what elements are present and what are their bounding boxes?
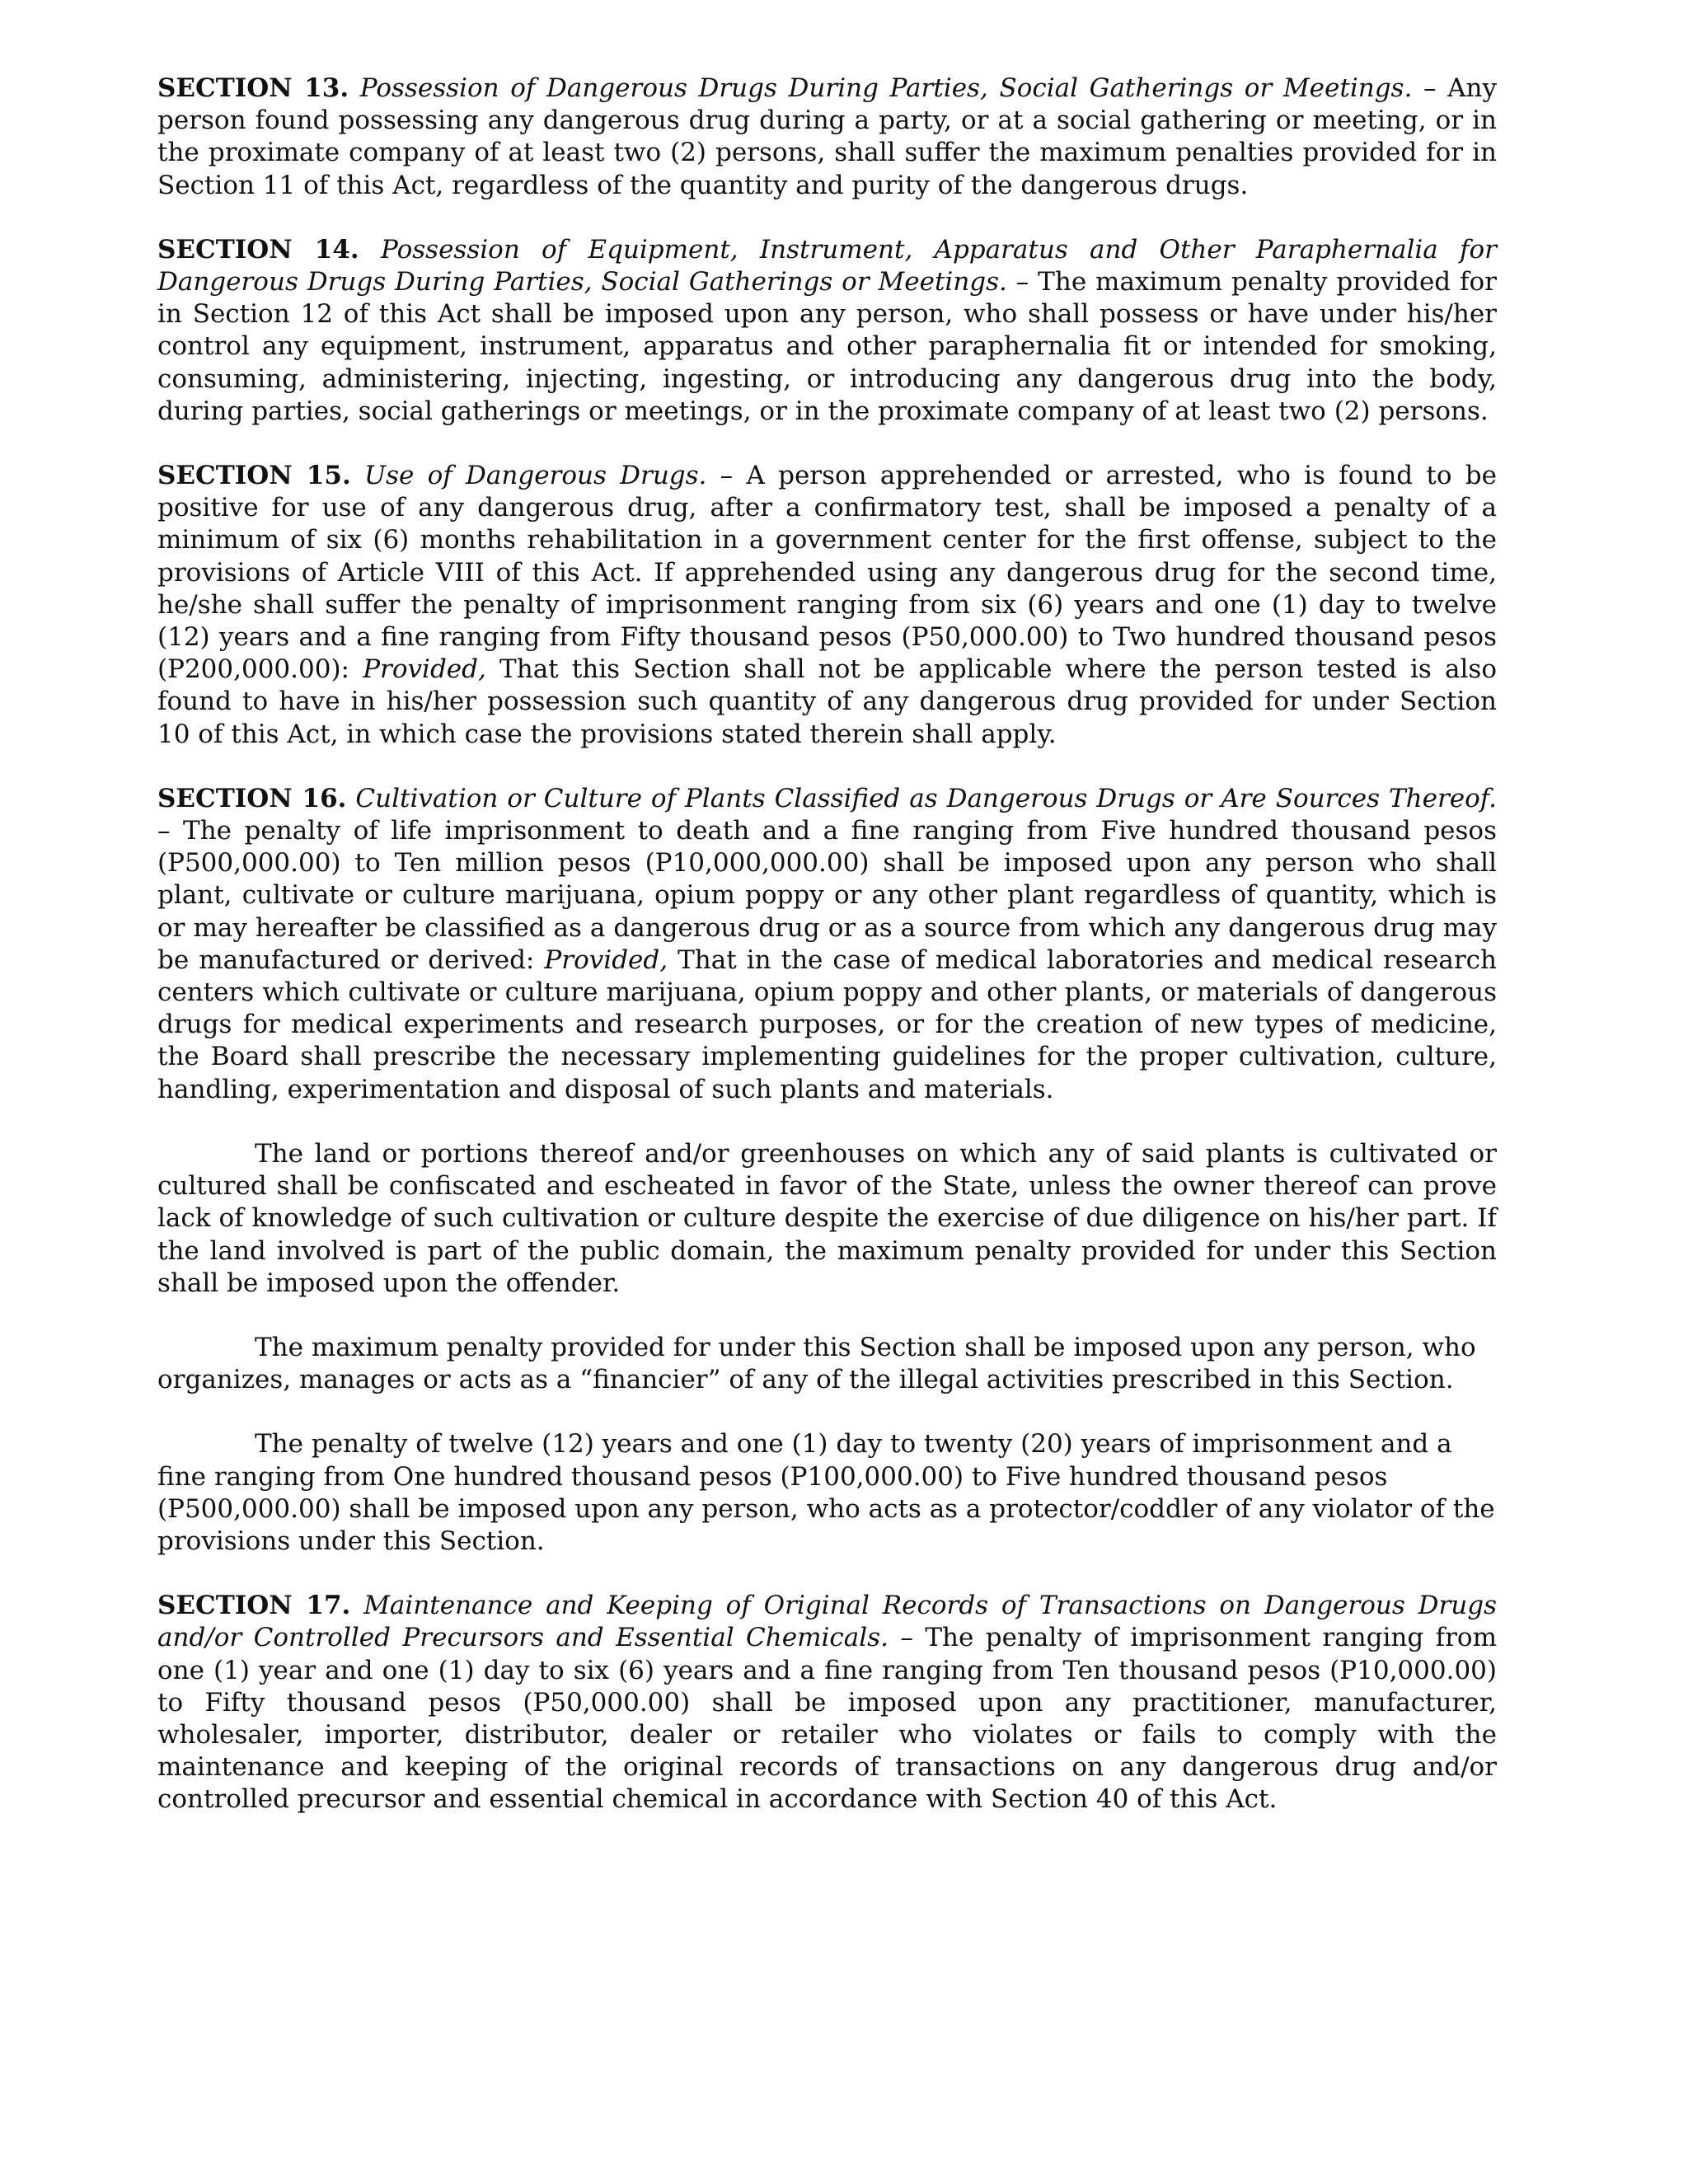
- section-text: – Any person found possessing any dangerous drug during a party, or at a social gathering or meeting, or in the proximate company of at least two (2) persons, shall suffer the maximum penalties provided for in Section 11 of this Act, regardless of the quantity and purity of the dangerous drugs.: [157, 73, 1497, 200]
- section-title: Possession of Dangerous Drugs During Parties, Social Gatherings or Meetings.: [359, 73, 1413, 103]
- section-17: [157, 1590, 1497, 1816]
- section-label: SECTION 16.: [157, 783, 347, 813]
- section-15: [157, 460, 1497, 751]
- section-13: [157, 73, 1497, 202]
- section-text: – The maximum penalty provided for in Section 12 of this Act shall be imposed upon any person, who shall possess or have under his/her control any equipment, instrument, apparatus and other paraphernalia fit or intended for smoking, consuming, administering, injecting, ingesting, or introducing any dangerous drug into the body, during parties, social gatherings or meetings, or in the proximate company of at least two (2) persons.: [157, 267, 1497, 426]
- proviso-label: Provided,: [363, 654, 486, 685]
- section-label: SECTION 14.: [157, 234, 359, 265]
- section-16: [157, 783, 1497, 1106]
- section-16-paragraph-protector: The penalty of twelve (12) years and one (1) day to twenty (20) years of imprisonment and a fine ranging from One hundred thousand pesos (P100,000.00) to Five hundred thousand pesos (P500,000.00) shall be imposed upon any person, who acts as a protector/coddler of any violator of the provisions under this Section.: [157, 1429, 1495, 1556]
- section-label: SECTION 17.: [157, 1591, 351, 1621]
- section-text-continued: That this Section shall not be applicable where the person tested is also found to have in his/her possession such quantity of any dangerous drug provided for under Section 10 of this Act, in which case the provisions stated therein shall apply.: [157, 654, 1498, 749]
- section-text: – The penalty of imprisonment ranging from one (1) year and one (1) day to six (6) years and a fine ranging from Ten thousand pesos (P10,000.00) to Fifty thousand pesos (P50,000.00) shall be imposed upon any practitioner, manufacturer, wholesaler, importer, distributor, dealer or retailer who violates or fails to comply with the maintenance and keeping of the original records of transactions on any dangerous drug and/or controlled precursor and essential chemical in accordance with Section 40 of this Act.: [157, 1623, 1497, 1815]
- section-title: Possession of Equipment, Instrument, Apparatus and Other Paraphernalia for Dangerous Drugs During Parties, Social Gatherings or Meetings.: [157, 234, 1497, 298]
- section-text: – A person apprehended or arrested, who is found to be positive for use of any dangerous drug, after a confirmatory test, shall be imposed a penalty of a minimum of six (6) months rehabilitation in a government center for the first offense, subject to the provisions of Article VIII of this Act. If apprehended using any dangerous drug for the second time, he/she shall suffer the penalty of imprisonment ranging from six (6) years and one (1) day to twelve (12) years and a fine ranging from Fifty thousand pesos (P50,000.00) to Two hundred thousand pesos (P200,000.00):: [157, 461, 1497, 685]
- section-text-continued: That in the case of medical laboratories and medical research centers which cultivate or culture marijuana, opium poppy and other plants, or materials of dangerous drugs for medical experiments and research purposes, or for the creation of new types of medicine, the Board shall prescribe the necessary implementing guidelines for the proper cultivation, culture, handling, experimentation and disposal of such plants and materials.: [157, 944, 1497, 1104]
- section-title: Cultivation or Culture of Plants Classified as Dangerous Drugs or Are Sources Thereof.: [355, 783, 1498, 813]
- section-title: Maintenance and Keeping of Original Records of Transactions on Dangerous Drugs and/or Controlled Precursors and Essential Chemicals.: [157, 1591, 1497, 1653]
- section-text: – The penalty of life imprisonment to death and a fine ranging from Five hundred thousand pesos (P500,000.00) to Ten million pesos (P10,000,000.00) shall be imposed upon any person who shall plant, cultivate or culture marijuana, opium poppy or any other plant regardless of quantity, which is or may hereafter be classified as a dangerous drug or as a source from which any dangerous drug may be manufactured or derived:: [157, 816, 1497, 975]
- proviso-label: Provided,: [544, 944, 668, 975]
- section-14: [157, 234, 1497, 428]
- section-16-paragraph-financier: The maximum penalty provided for under this Section shall be imposed upon any person, who organizes, manages or acts as a “financier” of any of the illegal activities prescribed in this Section.: [157, 1332, 1476, 1395]
- document-page: [157, 73, 1497, 1849]
- section-label: SECTION 13.: [157, 73, 349, 103]
- section-16-paragraph-land: The land or portions thereof and/or greenhouses on which any of said plants is cultivated or cultured shall be confiscated and escheated in favor of the State, unless the owner thereof can prove lack of knowledge of such cultivation or culture despite the exercise of due diligence on his/her part. If the land involved is part of the public domain, the maximum penalty provided for under this Section shall be imposed upon the offender.: [157, 1138, 1497, 1298]
- section-title: Use of Dangerous Drugs.: [364, 461, 707, 491]
- section-label: SECTION 15.: [157, 461, 351, 491]
